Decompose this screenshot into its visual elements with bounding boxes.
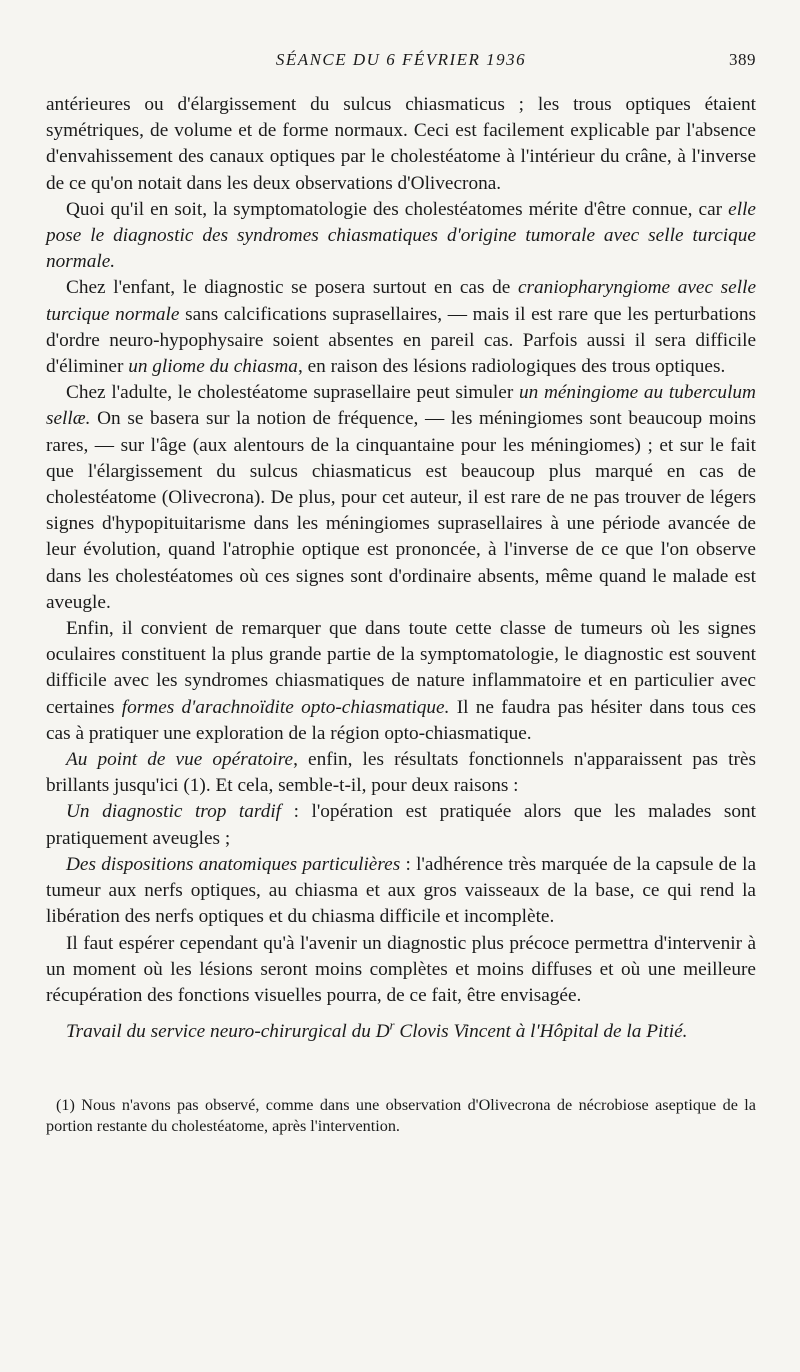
- credit-after: Clovis Vincent à l'Hôpital de la Pitié.: [394, 1021, 688, 1043]
- text-segment: sans calcifications suprasellaires, — mais il est rare que les perturbations d'ordre neuro-hypophysaire soient absentes en pareil cas. Parfois aussi il sera difficile d'éliminer: [46, 303, 757, 378]
- text-segment: : l'adhérence très marquée de la capsule de la tumeur aux nerfs optiques, au chiasma et aux gros vaisseaux de la base, ce qui rend la libération des nerfs optiques et du chiasma difficile et incomplète.: [46, 853, 757, 928]
- text-segment: antérieures ou d'élargissement du sulcus chiasmaticus ; les trous optiques étaient symétriques, de volume et de forme normaux. Ceci est facilement explicable par l'absence d'envahissement des canaux optiques par le cholestéatome à l'intérieur du crâne, à l'inverse de ce qu'on notait dans les deux observations d'Olivecrona.: [46, 94, 756, 194]
- paragraph: [46, 852, 756, 931]
- text-segment: Il faut espérer cependant qu'à l'avenir un diagnostic plus précoce permettra d'intervenir à un moment où les lésions seront moins complètes et moins diffuses et où une meilleure récupération des fonctions visuelles pourra, de ce fait, être envisagée.: [46, 932, 756, 1006]
- paragraph: [46, 747, 756, 799]
- paragraph: [46, 380, 756, 616]
- italic-segment: elle pose le diagnostic des syndromes chiasmatiques d'origine tumorale avec selle turcique normale.: [46, 198, 756, 273]
- text-segment: Quoi qu'il en soit, la symptomatologie des cholestéatomes mérite d'être connue, car: [66, 198, 729, 220]
- credit-superscript: r: [389, 1018, 395, 1033]
- body-text: [46, 92, 756, 1045]
- book-page: [46, 50, 756, 1137]
- paragraph: [46, 931, 756, 1010]
- paragraph: [46, 799, 756, 851]
- italic-segment: formes d'arachnoïdite opto-chiasmatique.: [121, 696, 450, 718]
- credit-line: [46, 1019, 756, 1045]
- italic-segment: un gliome du chiasma: [128, 356, 298, 378]
- text-segment: , enfin, les résultats fonctionnels n'apparaissent pas très brillants jusqu'ici (1). Et cela, semble-t-il, pour deux raisons :: [46, 749, 756, 797]
- italic-segment: Des dispositions anatomiques particulières: [66, 853, 401, 875]
- text-segment: : l'opération est pratiquée alors que les malades sont pratiquement aveugles ;: [46, 801, 756, 849]
- footnote-text: Nous n'avons pas observé, comme dans une observation d'Olivecrona de nécrobiose aseptique de la portion restante du cholestéatome, après l'intervention.: [46, 1096, 756, 1136]
- italic-segment: un méningiome au tuberculum sellæ.: [46, 382, 756, 430]
- text-segment: Enfin, il convient de remarquer que dans toute cette classe de tumeurs où les signes oculaires constituent la plus grande partie de la symptomatologie, le diagnostic est souvent difficile avec les syndromes chiasmatiques de nature inflammatoire et en particulier avec certaines: [46, 618, 756, 718]
- text-segment: Chez l'enfant, le diagnostic se posera surtout en cas de: [66, 277, 518, 299]
- footnote: [46, 1095, 756, 1137]
- footnote-marker: (1): [56, 1096, 75, 1115]
- text-segment: Chez l'adulte, le cholestéatome suprasellaire peut simuler: [66, 382, 519, 404]
- text-segment: On se basera sur la notion de fréquence, — les méningiomes sont beaucoup moins rares, — sur l'âge (aux alentours de la cinquantaine pour les méningiomes) ; et sur le fait que l'élargissement du sulcus chiasmaticus est beaucoup plus marqué en cas de cholestéatome (Olivecrona). De plus, pour cet auteur, il est rare de ne pas trouver de légers signes d'hypopituitarisme dans les méningiomes suprasellaires à une période avancée de leur évolution, quand l'atrophie optique est prononcée, à l'inverse de ce que l'on observe dans les cholestéatomes où ces signes sont d'ordinaire absents, même quand le malade est aveugle.: [46, 408, 756, 613]
- paragraph: [46, 275, 756, 380]
- page-header: [46, 50, 756, 76]
- italic-segment: Un diagnostic trop tardif: [66, 801, 282, 823]
- italic-segment: craniopharyngiome avec selle turcique normale: [46, 277, 756, 325]
- text-segment: Il ne faudra pas hésiter dans tous ces cas à pratiquer une exploration de la région opto-chiasmatique.: [46, 696, 756, 744]
- running-title: SÉANCE DU 6 FÉVRIER 1936: [275, 50, 527, 69]
- credit-before: Travail du service neuro-chirurgical du D: [66, 1021, 390, 1043]
- italic-segment: Au point de vue opératoire: [66, 749, 294, 771]
- text-segment: , en raison des lésions radiologiques des trous optiques.: [297, 356, 726, 378]
- page-number: 389: [729, 50, 756, 69]
- paragraph: [46, 616, 756, 747]
- credit-text: [66, 1018, 688, 1043]
- paragraph: [46, 92, 756, 197]
- paragraph: [46, 197, 756, 276]
